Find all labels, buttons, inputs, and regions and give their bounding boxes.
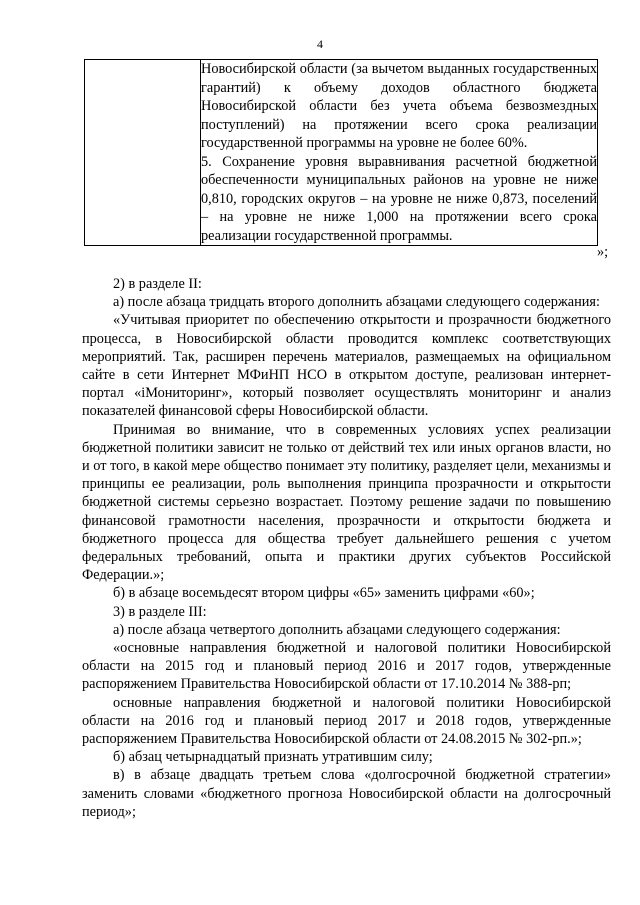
paragraph: а) после абзаца четвертого дополнить абзацами следующего содержания: xyxy=(113,621,561,638)
table-cell-empty xyxy=(85,60,201,246)
table-text-row2: 5. Сохранение уровня выравнивания расчетной бюджетной обеспеченности муниципальных районов на уровне не ниже 0,810, городских округов – на уровне не ниже 0,873, поселений – на уровне не ниже 1,000 на протяжении всего срока реализации государственной программы. xyxy=(201,153,597,244)
table-cell-text xyxy=(201,60,598,246)
table xyxy=(84,59,598,246)
paragraph: основные направления бюджетной и налоговой политики Новосибирской области на 2016 год и плановый период 2017 и 2018 годов, утвержденные распоряжением Правительства Новосибирской области от 24.08.2015 № 302-рп.»; xyxy=(82,694,611,748)
paragraph: а) после абзаца тридцать второго дополнить абзацами следующего содержания: xyxy=(113,294,600,311)
paragraph: «Учитывая приоритет по обеспечению открытости и прозрачности бюджетного процесса, в Новосибирской области проводится комплекс соответствующих мероприятий. Так, расширен перечень материалов, размещаемых на официальном сайте в сети Интернет МФиНП НСО в открытом доступе, реализован интернет-портал «iМониторинг», который позволяет осуществлять мониторинг и анализ показателей финансовой сферы Новосибирской области. xyxy=(82,312,611,420)
paragraph: 2) в разделе II: xyxy=(113,276,202,292)
paragraph: «основные направления бюджетной и налоговой политики Новосибирской области на 2015 год и плановый период 2016 и 2017 годов, утвержденные распоряжением Правительства Новосибирской области от 17.10.2014 № 388-рп; xyxy=(82,640,611,693)
table-row xyxy=(85,60,598,246)
table-closing-quote: »; xyxy=(597,244,609,260)
paragraph: в) в абзаце двадцать третьем слова «долгосрочной бюджетной стратегии» заменить словами «бюджетного прогноза Новосибирской области на долгосрочный период»; xyxy=(82,767,611,820)
table-text-row1: Новосибирской области (за вычетом выданных государственных гарантий) к объему доходов областного бюджета Новосибирской области без учета объема безвозмездных поступлений) на протяжении всего срока реализации государственной программы на уровне не более 60%. xyxy=(201,61,597,151)
paragraph: б) в абзаце восемьдесят втором цифры «65» заменить цифрами «60»; xyxy=(113,585,535,602)
paragraph: б) абзац четырнадцатый признать утратившим силу; xyxy=(113,749,433,766)
paragraph: Принимая во внимание, что в современных условиях успех реализации бюджетной политики зависит не только от действий тех или иных органов власти, но и от того, в какой мере общество понимает эту политику, разделяет цели, механизмы и принципы ее реализации, роль выполнения принципа прозрачности и открытости бюджетной системы серьезно возрастает. Поэтому решение задачи по повышению финансовой грамотности населения, прозрачности и открытости бюджета и бюджетного процесса для общества требует дальнейшего решения с учетом федеральных требований, опыта и практики других субъектов Российской Федерации.»; xyxy=(82,421,611,584)
document-body xyxy=(82,275,611,821)
continued-table xyxy=(84,59,598,246)
page-number: 4 xyxy=(317,37,323,51)
paragraph: 3) в разделе III: xyxy=(113,603,207,620)
